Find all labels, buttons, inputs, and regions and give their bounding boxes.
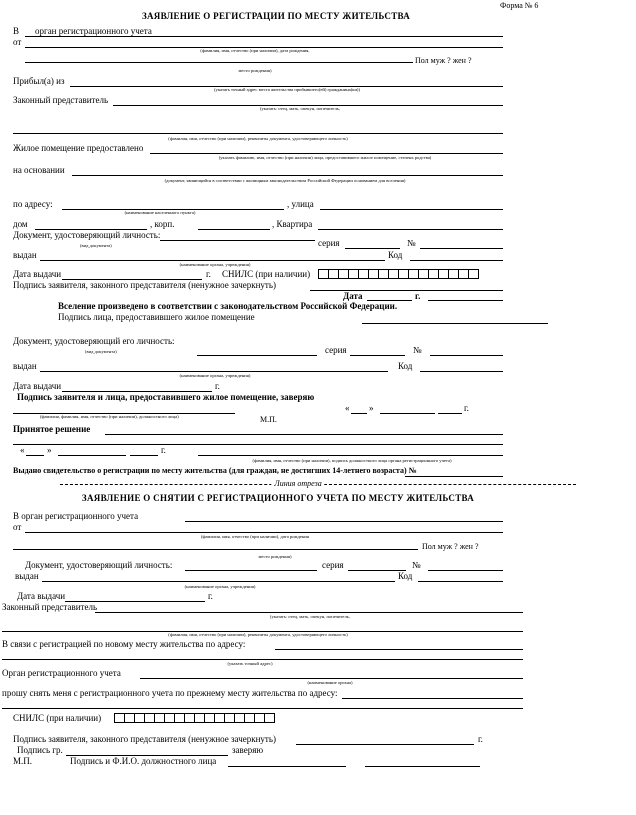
applicant-extra-field[interactable] — [25, 62, 413, 63]
official-sign-field-2[interactable] — [228, 766, 346, 767]
applicant-extra-field-2[interactable] — [13, 549, 418, 550]
hint-birthplace: место рождения) — [238, 68, 272, 73]
label-issue-date-2: Дата выдачи — [13, 381, 62, 391]
code-field[interactable] — [410, 260, 503, 261]
applicant-sign-field-2[interactable] — [296, 744, 474, 745]
label-legal-rep: Законный представитель — [13, 95, 109, 105]
hint-issuer: (наименование органа, учреждения) — [179, 262, 251, 267]
title-registration: ЗАЯВЛЕНИЕ О РЕГИСТРАЦИИ ПО МЕСТУ ЖИТЕЛЬСТВА — [141, 11, 411, 21]
decision-extra-field[interactable] — [13, 444, 503, 445]
gender-label[interactable]: Пол муж ? жен ? — [415, 56, 472, 65]
settlement-text: Вселение произведено в соответствии с законодательством Российской Федерации. — [58, 301, 398, 311]
month-field-1[interactable] — [380, 413, 435, 414]
series-field-2[interactable] — [350, 355, 405, 356]
label-certify: заверяю — [232, 745, 264, 755]
basis-field[interactable] — [72, 175, 503, 176]
quote-close-2: » — [47, 445, 52, 455]
decision-field[interactable] — [105, 434, 503, 435]
issued-field[interactable] — [40, 260, 385, 261]
hint-issuer-2: (наименование органа, учреждения) — [179, 373, 251, 378]
label-id-doc-3: Документ, удостоверяющий личность: — [25, 560, 173, 570]
label-house: дом — [13, 219, 28, 229]
snils-cells[interactable] — [318, 269, 478, 279]
hint-birthplace-2: место рождения) — [258, 554, 292, 559]
doc-type-field-2[interactable] — [197, 355, 317, 356]
date-extra-field[interactable] — [428, 300, 503, 301]
label-code-3: Код — [398, 571, 413, 581]
day-field-2[interactable] — [26, 455, 44, 456]
hint-fio-doc-2: (фамилия, имя, отчество (при наличии), реквизиты документа, удостоверяющего личность) — [168, 632, 348, 637]
number-field-3[interactable] — [428, 570, 503, 571]
number-field-2[interactable] — [430, 355, 503, 356]
label-id-doc-2: Документ, удостоверяющий его личность: — [13, 336, 175, 346]
official-name-field-2[interactable] — [365, 766, 480, 767]
hint-locality: (наименование населенного пункта) — [124, 210, 196, 215]
label-reg-organ: орган регистрационного учета — [35, 26, 152, 36]
label-provider-sign: Подпись лица, предоставившего жилое помещение — [58, 312, 255, 322]
hint-doc-type-2: (вид документа) — [85, 349, 117, 354]
legal-rep-field-2[interactable] — [95, 612, 523, 613]
hint-official-sign: (фамилия, имя, отчество (при наличии), подпись должностного лица органа регистрационного учета) — [252, 458, 452, 463]
quote-open-2: « — [20, 445, 25, 455]
label-issued: выдан — [13, 250, 37, 260]
label-year-6: г. — [478, 734, 483, 744]
label-official-sign: Подпись и Ф.И.О. должностного лица — [70, 756, 217, 766]
form-number: Форма № 6 — [500, 1, 539, 10]
number-field[interactable] — [420, 248, 503, 249]
hint-fio-doc: (фамилия, имя, отчество (при наличии), реквизиты документа, удостоверяющего личность) — [168, 136, 348, 141]
label-from: от — [13, 37, 22, 47]
label-arrived-from: Прибыл(а) из — [13, 76, 65, 86]
certificate-text: Выдано свидетельство о регистрации по месту жительства (для граждан, не достигших 14-летнего возраста) № — [13, 466, 417, 475]
label-number-3: № — [412, 560, 421, 570]
hint-fio-dob: (фамилия, имя, отчество (при наличии), дата рождения, — [200, 48, 310, 53]
label-number: № — [407, 238, 416, 248]
legal-rep-extra-field[interactable] — [13, 133, 503, 134]
label-issued-2: выдан — [13, 361, 37, 371]
doc-type-field-3[interactable] — [185, 570, 317, 571]
hint-official: (фамилия, фамилия, имя, отчество (при наличии), должностного лица) — [40, 414, 179, 419]
applicant-field-2[interactable] — [25, 532, 503, 533]
certificate-number-field[interactable] — [405, 476, 503, 477]
hint-organ-name: (наименование органа) — [307, 680, 353, 685]
label-witness: Подпись заявителя и лица, предоставившего жилое помещение, заверяю — [17, 392, 315, 402]
label-at-address: по адресу: — [13, 199, 53, 209]
label-series-2: серия — [325, 345, 347, 355]
new-address-field[interactable] — [275, 649, 523, 650]
code-field-3[interactable] — [418, 581, 503, 582]
building-field[interactable] — [198, 229, 270, 230]
reg-organ-field[interactable] — [25, 36, 503, 37]
request-address-extra-field[interactable] — [2, 708, 523, 709]
new-address-extra-field[interactable] — [2, 659, 523, 660]
label-new-address: В связи с регистрацией по новому месту жительства по адресу: — [2, 639, 246, 649]
issued-field-3[interactable] — [42, 581, 395, 582]
label-year-2: г. — [215, 381, 220, 391]
hint-basis: (документ, являющийся в соответствии с жилищным законодательством Российской Федерации основанием для вселения) — [164, 178, 406, 183]
street-field[interactable] — [320, 209, 503, 210]
label-issue-date-3: Дата выдачи — [17, 591, 66, 601]
hint-issuer-3: (наименование органа, учреждения) — [184, 584, 256, 589]
label-issue-date: Дата выдачи — [13, 269, 62, 279]
official-sign-field[interactable] — [198, 455, 503, 456]
label-stamp: М.П. — [260, 415, 277, 424]
label-date: Дата — [343, 291, 363, 301]
hint-exact-address: (указать точный адрес) — [227, 661, 273, 666]
label-stamp-2: М.П. — [13, 756, 33, 766]
code-field-2[interactable] — [420, 371, 503, 372]
label-date-year: г. — [415, 291, 421, 301]
label-legal-rep-2: Законный представитель — [2, 602, 98, 612]
label-series: серия — [318, 238, 340, 248]
cut-line-label: Линия отреза — [271, 480, 324, 488]
year-field-1[interactable] — [438, 413, 462, 414]
issued-field-2[interactable] — [40, 371, 388, 372]
request-address-field[interactable] — [342, 698, 523, 699]
label-code: Код — [388, 250, 403, 260]
reg-organ-field-2[interactable] — [185, 521, 503, 522]
label-request: прошу снять меня с регистрационного учета по прежнему месту жительства по адресу: — [2, 688, 338, 698]
housing-provided-field[interactable] — [150, 153, 503, 154]
label-basis: на основании — [13, 165, 65, 175]
label-street: , улица — [287, 199, 314, 209]
hint-relation: (указать: отец, мать, опекун, попечитель, — [259, 106, 341, 111]
provider-sign-field[interactable] — [362, 323, 548, 324]
month-field-2[interactable] — [58, 455, 126, 456]
reg-organ-name-field[interactable] — [140, 678, 523, 679]
label-number-2: № — [413, 345, 422, 355]
day-field-1[interactable] — [351, 413, 367, 414]
label-decision: Принятое решение — [13, 424, 91, 434]
label-from-2: от — [13, 522, 22, 532]
series-field[interactable] — [345, 248, 400, 249]
label-code-2: Код — [398, 361, 413, 371]
hint-relation-2: (указать: отец, мать, опекун, попечитель, — [269, 614, 351, 619]
title-deregistration: ЗАЯВЛЕНИЕ О СНЯТИИ С РЕГИСТРАЦИОННОГО УЧЕТА ПО МЕСТУ ЖИТЕЛЬСТВА — [81, 493, 475, 503]
quote-open-1: « — [345, 403, 350, 413]
doc-type-field[interactable] — [160, 240, 315, 241]
label-to: В — [13, 26, 20, 36]
label-year-4: г. — [161, 445, 166, 455]
year-field-2[interactable] — [130, 455, 158, 456]
label-applicant-sign-2: Подпись заявителя, законного представителя (ненужное зачеркнуть) — [13, 734, 276, 744]
apartment-field[interactable] — [318, 229, 503, 230]
label-building: , корп. — [150, 219, 175, 229]
hint-fio-dob-2: (фамилия, имя, отчество (при наличии), дата рождения — [201, 534, 309, 539]
applicant-sign-field[interactable] — [310, 290, 503, 291]
label-snils-2: СНИЛС (при наличии) — [13, 713, 102, 723]
label-housing-provided: Жилое помещение предоставлено — [13, 143, 144, 153]
label-year: г. — [206, 269, 211, 279]
hint-doc-type: (вид документа) — [80, 243, 112, 248]
label-reg-organ-2: Орган регистрационного учета — [2, 668, 121, 678]
label-issued-3: выдан — [15, 571, 39, 581]
label-to-2: В орган регистрационного учета — [13, 511, 139, 521]
label-series-3: серия — [322, 560, 344, 570]
gender-label-2[interactable]: Пол муж ? жен ? — [422, 542, 479, 551]
label-id-doc: Документ, удостоверяющий личность: — [13, 230, 161, 240]
label-applicant-sign: Подпись заявителя, законного представителя (ненужное зачеркнуть) — [13, 280, 276, 290]
quote-close-1: » — [369, 403, 374, 413]
label-apartment: , Квартира — [272, 219, 313, 229]
label-year-3: г. — [464, 403, 469, 413]
snils-cells-2[interactable] — [114, 713, 274, 723]
label-snils: СНИЛС (при наличии) — [222, 269, 311, 279]
label-year-5: г. — [208, 591, 213, 601]
label-sign-of: Подпись гр. — [17, 745, 63, 755]
hint-provider: (указать фамилию, имя, отчество (при наличии) лица, предоставившего жилое помещение, степень родства) — [218, 155, 432, 160]
hint-prev-address: (указать точный адрес места жительства прибывшего(ей) гражданина(ки)) — [214, 87, 360, 92]
